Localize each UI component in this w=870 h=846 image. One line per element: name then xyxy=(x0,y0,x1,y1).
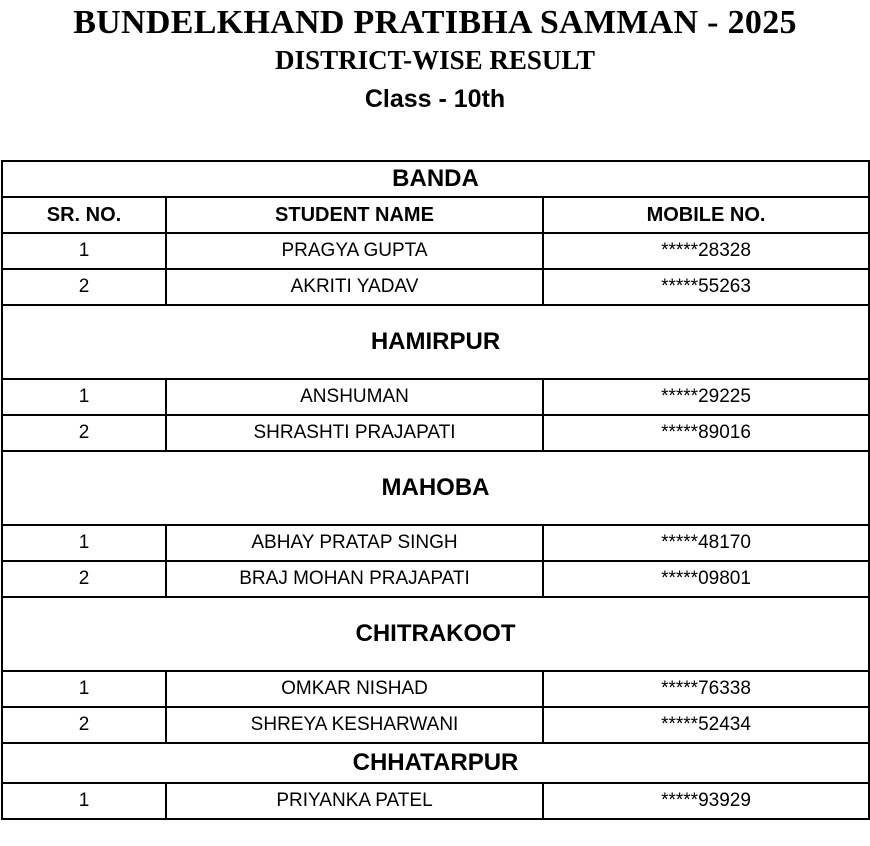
table-row xyxy=(2,415,869,451)
table-row xyxy=(2,707,869,743)
mobile-no-cell: *****29225 xyxy=(543,379,869,415)
district-name: CHHATARPUR xyxy=(2,743,869,783)
table-row xyxy=(2,671,869,707)
mobile-no-cell: *****76338 xyxy=(543,671,869,707)
class-label: Class - 10th xyxy=(364,85,506,113)
district-row-mahoba xyxy=(2,451,869,525)
student-name-cell: SHRASHTI PRAJAPATI xyxy=(166,415,543,451)
table-row xyxy=(2,783,869,819)
district-name: HAMIRPUR xyxy=(2,305,869,379)
column-header-student-name: STUDENT NAME xyxy=(166,197,543,233)
mobile-no-cell: *****55263 xyxy=(543,269,869,305)
district-row-chitrakoot xyxy=(2,597,869,671)
table-row xyxy=(2,233,869,269)
table-row xyxy=(2,269,869,305)
table-row xyxy=(2,379,869,415)
sr-no-cell: 1 xyxy=(2,783,166,819)
sr-no-cell: 1 xyxy=(2,233,166,269)
mobile-no-cell: *****52434 xyxy=(543,707,869,743)
student-name-cell: BRAJ MOHAN PRAJAPATI xyxy=(166,561,543,597)
sr-no-cell: 1 xyxy=(2,671,166,707)
mobile-no-cell: *****48170 xyxy=(543,525,869,561)
mobile-no-cell: *****28328 xyxy=(543,233,869,269)
result-table xyxy=(1,160,870,820)
student-name-cell: OMKAR NISHAD xyxy=(166,671,543,707)
student-name-cell: AKRITI YADAV xyxy=(166,269,543,305)
mobile-no-cell: *****93929 xyxy=(543,783,869,819)
sr-no-cell: 2 xyxy=(2,415,166,451)
sr-no-cell: 1 xyxy=(2,525,166,561)
table-row xyxy=(2,525,869,561)
district-row-banda xyxy=(2,161,869,197)
student-name-cell: PRIYANKA PATEL xyxy=(166,783,543,819)
student-name-cell: ANSHUMAN xyxy=(166,379,543,415)
column-header-sr-no: SR. NO. xyxy=(2,197,166,233)
student-name-cell: ABHAY PRATAP SINGH xyxy=(166,525,543,561)
page-title: BUNDELKHAND PRATIBHA SAMMAN - 2025 xyxy=(73,4,797,41)
district-name: CHITRAKOOT xyxy=(2,597,869,671)
district-name: BANDA xyxy=(2,161,869,197)
sr-no-cell: 2 xyxy=(2,269,166,305)
district-row-hamirpur xyxy=(2,305,869,379)
sr-no-cell: 2 xyxy=(2,707,166,743)
student-name-cell: SHREYA KESHARWANI xyxy=(166,707,543,743)
sr-no-cell: 1 xyxy=(2,379,166,415)
sr-no-cell: 2 xyxy=(2,561,166,597)
table-row xyxy=(2,561,869,597)
page-subtitle: DISTRICT-WISE RESULT xyxy=(275,45,595,75)
student-name-cell: PRAGYA GUPTA xyxy=(166,233,543,269)
column-header-mobile-no: MOBILE NO. xyxy=(543,197,869,233)
mobile-no-cell: *****09801 xyxy=(543,561,869,597)
district-row-chhatarpur xyxy=(2,743,869,783)
mobile-no-cell: *****89016 xyxy=(543,415,869,451)
district-name: MAHOBA xyxy=(2,451,869,525)
column-header-row xyxy=(2,197,869,233)
